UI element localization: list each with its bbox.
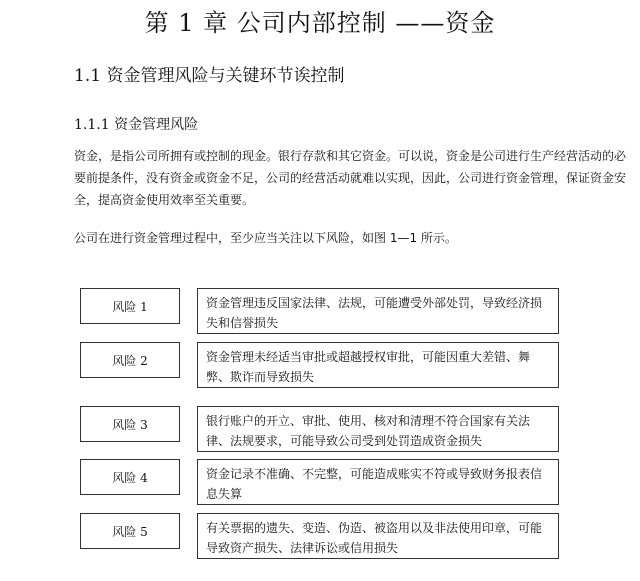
body-paragraph-2: 公司在进行资金管理过程中，至少应当关注以下风险，如图 1—1 所示。 bbox=[74, 231, 457, 245]
risk-description-box: 有关票据的遗失、变造、伪造、被盗用以及非法使用印章，可能导致资产损失、法律诉讼或信用损失 bbox=[197, 513, 559, 559]
risk-label-box: 风险 4 bbox=[80, 459, 180, 495]
body-paragraph-1: 资金，是指公司所拥有或控制的现金。银行存款和其它资金。可以说，资金是公司进行生产经营活动的必要前提条件，没有资金或资金不足，公司的经营活动就难以实现，因此，公司进行资金管理，保证资金安全，提高资金使用效率至关重要。 bbox=[74, 149, 627, 207]
section-title: 1.1 资金管理风险与关键环节诶控制 bbox=[74, 66, 345, 86]
risk-description-box: 资金管理未经适当审批或超越授权审批，可能因重大差错、舞弊、欺诈而导致损失 bbox=[197, 342, 559, 388]
risk-label-box: 风险 3 bbox=[80, 406, 180, 442]
risk-label-box: 风险 5 bbox=[80, 513, 180, 549]
risk-label-box: 风险 1 bbox=[80, 288, 180, 324]
risk-description-box: 银行账户的开立、审批、使用、核对和清理不符合国家有关法律、法规要求，可能导致公司受到处罚造成资金损失 bbox=[197, 406, 559, 452]
subsection-title: 1.1.1 资金管理风险 bbox=[74, 117, 199, 133]
risk-label-box: 风险 2 bbox=[80, 342, 180, 378]
chapter-title: 第 1 章 公司内部控制 ——资金 bbox=[144, 9, 496, 37]
risk-description-box: 资金记录不准确、不完整，可能造成账实不符或导致财务报表信息失算 bbox=[197, 459, 559, 505]
risk-description-box: 资金管理违反国家法律、法规，可能遭受外部处罚，导致经济损失和信誉损失 bbox=[197, 288, 559, 334]
